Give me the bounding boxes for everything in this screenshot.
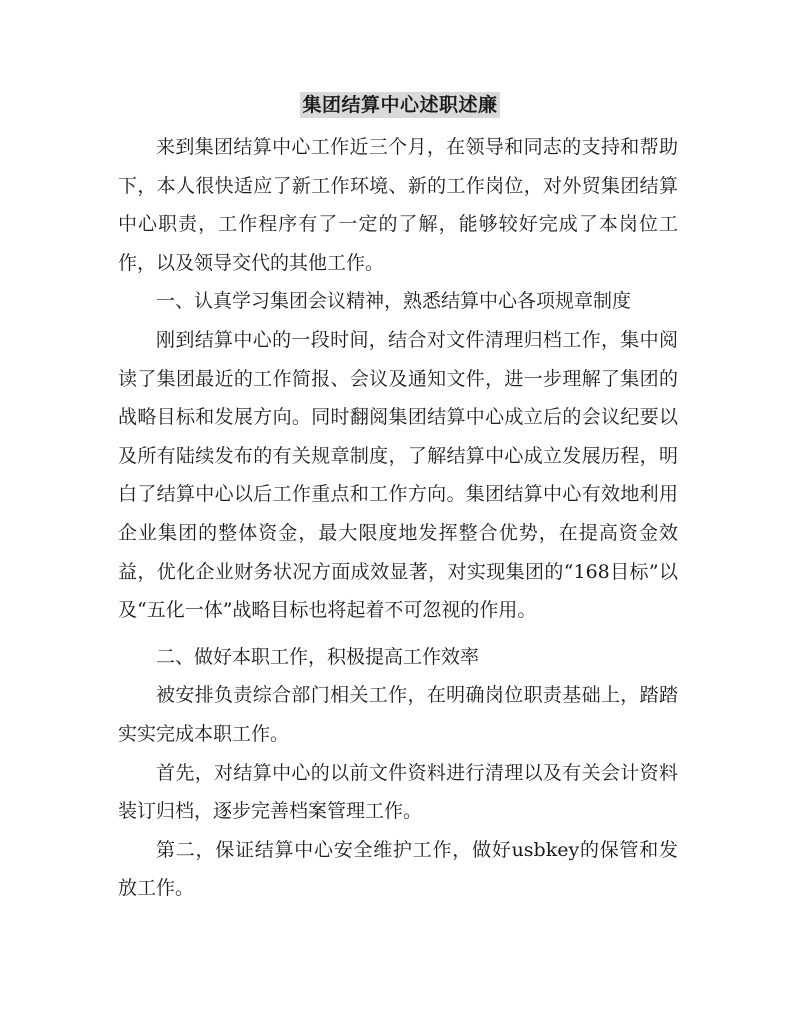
paragraph-first: 首先，对结算中心的以前文件资料进行清理以及有关会计资料装订归档，逐步完善档案管理工作。 bbox=[118, 761, 678, 823]
title-wrap bbox=[0, 92, 800, 118]
paragraph-duty: 被安排负责综合部门相关工作，在明确岗位职责基础上，踏踏实实完成本职工作。 bbox=[118, 684, 678, 745]
paragraph-intro: 来到集团结算中心工作近三个月，在领导和同志的支持和帮助下，本人很快适应了新工作环境、新的工作岗位，对外贸集团结算中心职责，工作程序有了一定的了解，能够较好完成了本岗位工作，以及领导交代的其他工作。 bbox=[118, 136, 678, 274]
section-heading-2: 二、做好本职工作，积极提高工作效率 bbox=[156, 645, 480, 668]
section-heading-1: 一、认真学习集团会议精神，熟悉结算中心各项规章制度 bbox=[156, 290, 632, 313]
paragraph-second: 第二，保证结算中心安全维护工作，做好usbkey的保管和发放工作。 bbox=[118, 838, 678, 900]
paragraph-study: 刚到结算中心的一段时间，结合对文件清理归档工作，集中阅读了集团最近的工作简报、会议及通知文件，进一步理解了集团的战略目标和发展方向。同时翻阅集团结算中心成立后的会议纪要以及所有陆续发布的有关规章制度，了解结算中心成立发展历程，明白了结算中心以后工作重点和工作方向。集团结算中心有效地利用企业集团的整体资金，最大限度地发挥整合优势，在提高资金效益，优化企业财务状况方面成效显著，对实现集团的“168目标”以及“五化一体”战略目标也将起着不可忽视的作用。 bbox=[118, 328, 678, 622]
document-title: 集团结算中心述职述廉 bbox=[302, 94, 498, 116]
document-body bbox=[118, 128, 678, 908]
